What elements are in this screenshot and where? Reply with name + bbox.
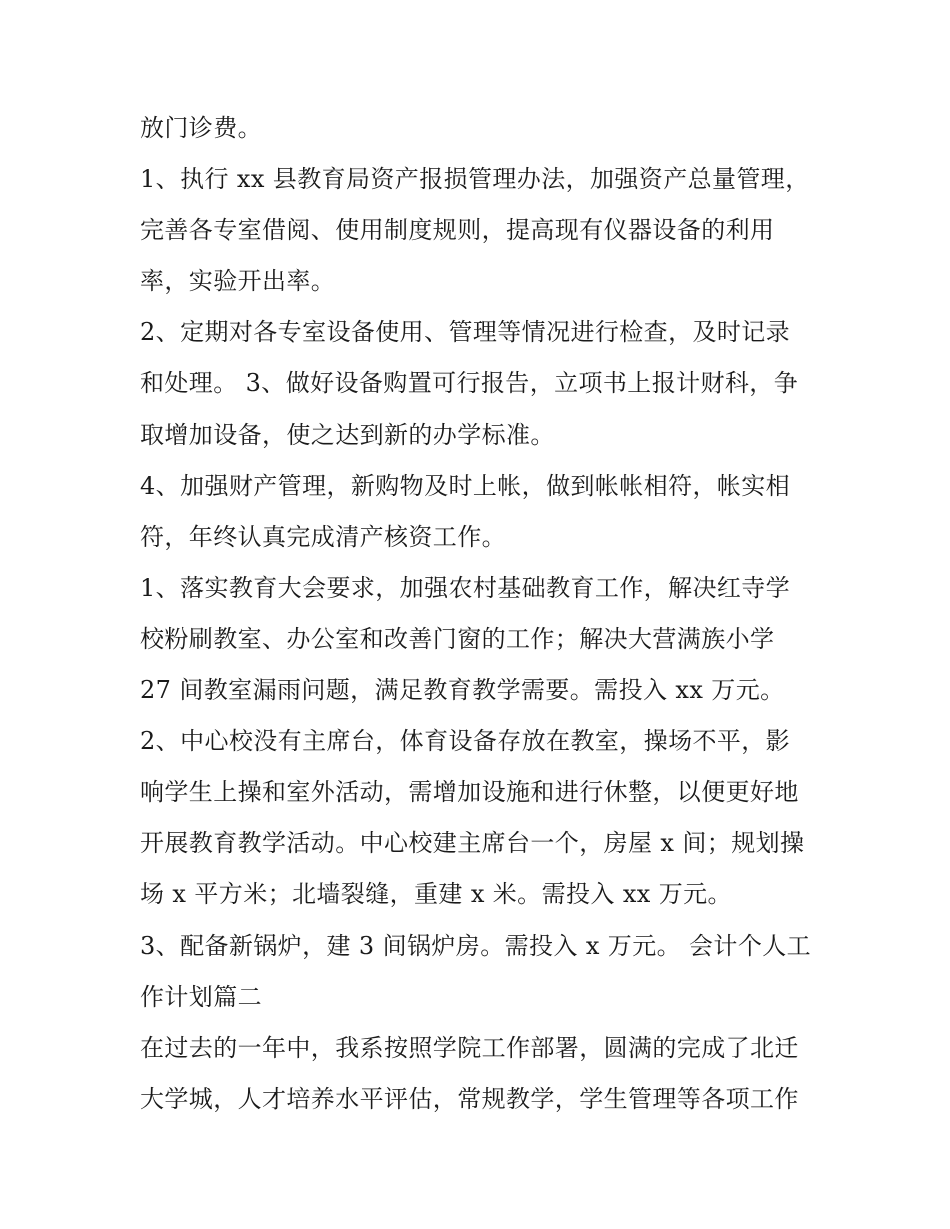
text-line: 校粉刷教室、办公室和改善门窗的工作；解决大营满族小学 bbox=[140, 624, 775, 653]
text-line: 2、中心校没有主席台，体育设备存放在教室，操场不平，影 bbox=[140, 727, 791, 756]
text-line: 27 间教室漏雨问题，满足教育教学需要。需投入 xx 万元。 bbox=[140, 676, 785, 705]
text-line: 完善各专室借阅、使用制度规则，提高现有仪器设备的利用 bbox=[140, 216, 775, 245]
text-line: 1、落实教育大会要求，加强农村基础教育工作，解决红寺学 bbox=[140, 573, 791, 602]
text-line: 在过去的一年中，我系按照学院工作部署，圆满的完成了北迁 bbox=[140, 1033, 799, 1062]
text-line: 放门诊费。 bbox=[140, 114, 262, 142]
text-line: 3、配备新锅炉，建 3 间锅炉房。需投入 x 万元。 会计个人工 bbox=[140, 931, 812, 960]
text-line: 大学城，人才培养水平评估，常规教学，学生管理等各项工作 bbox=[140, 1084, 799, 1113]
text-line: 4、加强财产管理，新购物及时上帐，做到帐帐相符，帐实相 bbox=[140, 471, 791, 500]
text-line: 率，实验开出率。 bbox=[140, 267, 336, 296]
text-line: 作计划篇二 bbox=[140, 982, 262, 1011]
text-line: 取增加设备，使之达到新的办学标准。 bbox=[140, 420, 555, 449]
text-line: 1、执行 xx 县教育局资产报损管理办法，加强资产总量管理， bbox=[140, 165, 810, 194]
document-body bbox=[140, 103, 820, 1125]
text-line: 2、定期对各专室设备使用、管理等情况进行检查，及时记录 bbox=[140, 318, 791, 347]
text-line: 响学生上操和室外活动，需增加设施和进行休整，以便更好地 bbox=[140, 778, 799, 807]
text-line: 符，年终认真完成清产核资工作。 bbox=[140, 522, 506, 551]
text-line: 开展教育教学活动。中心校建主席台一个，房屋 x 间；规划操 bbox=[140, 829, 805, 858]
text-line: 和处理。 3、做好设备购置可行报告，立项书上报计财科，争 bbox=[140, 369, 799, 398]
text-line: 场 x 平方米；北墙裂缝，重建 x 米。需投入 xx 万元。 bbox=[140, 880, 732, 909]
